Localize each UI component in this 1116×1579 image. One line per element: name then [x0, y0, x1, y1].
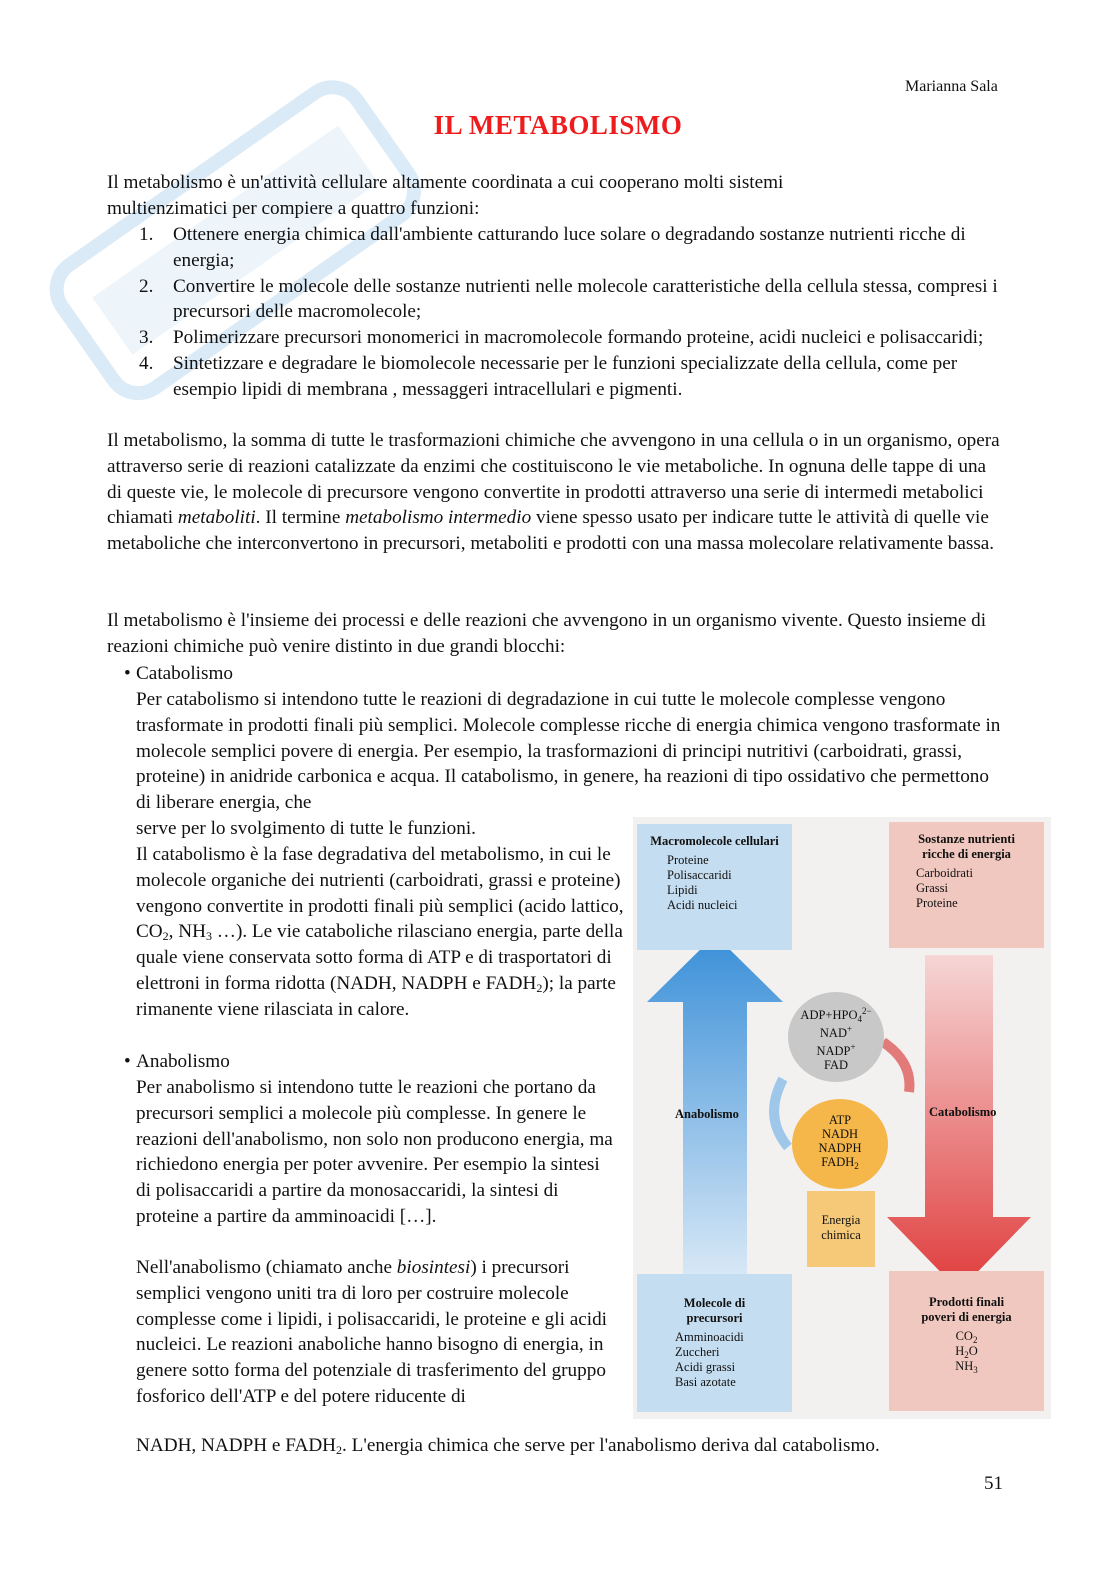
heading-anabolismo: Anabolismo [136, 1051, 230, 1072]
anabolismo-last-line: NADH, NADPH e $FADH_2$. L'energia chimica che serve per l'anabolismo deriva dal catabolismo. [136, 1435, 880, 1457]
heading-catabolismo: Catabolismo [136, 663, 233, 684]
box-prodotti-finali: Prodotti finali poveri di energia $CO_2$ $H_2O$ $NH_3$ [889, 1271, 1044, 1411]
metabolism-diagram [633, 817, 1051, 1419]
list-number: 4. [139, 352, 154, 374]
box-energia-chimica: Energia chimica [807, 1191, 875, 1267]
box-sostanze-nutrienti: Sostanze nutrienti ricche di energia Carboidrati Grassi Proteine [889, 822, 1044, 948]
list-text: Convertire le molecole delle sostanze nutrienti nelle molecole caratteristiche della cellula stessa, compresi i precursori delle macromolecole; [173, 275, 998, 323]
label-anabolismo: Anabolismo [675, 1107, 739, 1121]
intro-line-2: multienzimatici per compiere a quattro funzioni: [107, 198, 480, 219]
list-number: 1. [139, 224, 154, 245]
catabolismo-paragraph-2: Il catabolismo è la fase degradativa del metabolismo, in cui le molecole organiche dei nutrienti (carboidrati, grassi e proteine) vengono convertite in prodotti finali più semplici (acido lattico, $CO_2$, $NH_3$ …). Le vie cataboliche rilasciano energia, parte della quale viene conservata sotto forma di ATP e di trasportatori di elettroni in forma ridotta (NADH, NADPH e $FADH_2$); la parte rimanente viene rilasciata in calore. [136, 844, 624, 1020]
anabolismo-paragraph-1: Per anabolismo si intendono tutte le reazioni che portano da precursori semplici a molecole più complesse. In genere le reazioni dell'anabolismo, non solo non producono energia, ma richiedono energia per poter avvenire. Per esempio la sintesi di polisaccaridi a partire da monosaccaridi, la sintesi di proteine a partire da amminoacidi […]. [136, 1077, 613, 1227]
label-catabolismo: Catabolismo [929, 1105, 997, 1119]
cycle-arrow-left [774, 1079, 788, 1147]
list-item [135, 351, 1015, 403]
box-molecole-precursori: Molecole di precursori Amminoacidi Zuccheri Acidi grassi Basi azotate [637, 1274, 792, 1412]
page-number: 51 [984, 1473, 1003, 1494]
circle-adp-nad: $ADP+HPO_4^{2-}$ NAD+ NADP+ FAD [788, 992, 884, 1082]
bullet: • [124, 1051, 131, 1072]
catabolismo-paragraph-1-end: serve per lo svolgimento di tutte le funzioni. [136, 818, 476, 839]
term-metaboliti: metaboliti [177, 507, 256, 529]
paragraph-metabolism-definition: Il metabolismo, la somma di tutte le trasformazioni chimiche che avvengono in una cellula o in un organismo, opera attraverso serie di reazioni catalizzate da enzimi che costituiscono le vie metaboliche. In ognuna delle tappe di una di queste vie, le molecole di precursore vengono convertite in prodotti attraverso una serie di intermedi metabolici chiamati metaboliti. Il termine metabolismo intermedio viene spesso usato per indicare tutte le attività di quelle vie metaboliche che interconvertono in precursori, metaboliti e prodotti con una massa molecolare relativamente bassa. [107, 430, 1000, 555]
list-item [135, 325, 1015, 351]
anabolismo-paragraph-2: Nell'anabolismo (chiamato anche biosintesi) i precursori semplici vengono uniti tra di loro per costruire molecole complesse come i lipidi, i polisaccaridi, le proteine e gli acidi nucleici. Le reazioni anaboliche hanno bisogno di energia, in genere sotto forma del potenziale di trasferimento del gruppo fosforico dell'ATP e del potere riducente di [136, 1257, 608, 1407]
author-name: Marianna Sala [905, 78, 998, 95]
bullet: • [124, 663, 131, 684]
list-text: Polimerizzare precursori monomerici in macromolecole formando proteine, acidi nucleici e polisaccaridi; [173, 327, 984, 349]
catabolism-arrow [887, 955, 1031, 1291]
cycle-arrow-right [883, 1042, 909, 1092]
intro-line-1: Il metabolismo è un'attività cellulare altamente coordinata a cui cooperano molti sistemi [107, 172, 784, 193]
catabolismo-paragraph-1: Per catabolismo si intendono tutte le reazioni di degradazione in cui tutte le molecole complesse vengono trasformate in prodotti finali più semplici. Molecole complesse ricche di energia chimica vengono trasformate in molecole semplici povere di energia. Per esempio, la trasformazioni di principi nutritivi (carboidrati, grassi, proteine) in anidride carbonica e acqua. Il catabolismo, in genere, ha reazioni di tipo ossidativo che permettono di liberare energia, che [136, 689, 1001, 814]
page-title: IL METABOLISMO [433, 110, 683, 140]
list-item [135, 274, 1015, 326]
list-number: 2. [139, 275, 154, 297]
functions-list [135, 222, 1015, 403]
term-metabolismo-intermedio: metabolismo intermedio [345, 507, 532, 529]
circle-atp-nadh: ATP NADH NADPH $FADH_2$ [792, 1099, 888, 1189]
list-number: 3. [139, 327, 154, 349]
term-biosintesi: biosintesi [396, 1257, 471, 1278]
box-macromolecole: Macromolecole cellulari Proteine Polisaccaridi Lipidi Acidi nucleici [637, 824, 792, 950]
list-text: Ottenere energia chimica dall'ambiente catturando luce solare o degradando sostanze nutrienti ricche di energia; [173, 224, 966, 271]
list-text: Sintetizzare e degradare le biomolecole necessarie per le funzioni specializzate della cellula, come per esempio lipidi di membrana , messaggeri intracellulari e pigmenti. [173, 352, 958, 400]
anabolism-arrow [647, 935, 783, 1277]
list-item [135, 222, 1015, 274]
paragraph-two-blocks: Il metabolismo è l'insieme dei processi e delle reazioni che avvengono in un organismo vivente. Questo insieme di reazioni chimiche può venire distinto in due grandi blocchi: [107, 610, 987, 657]
